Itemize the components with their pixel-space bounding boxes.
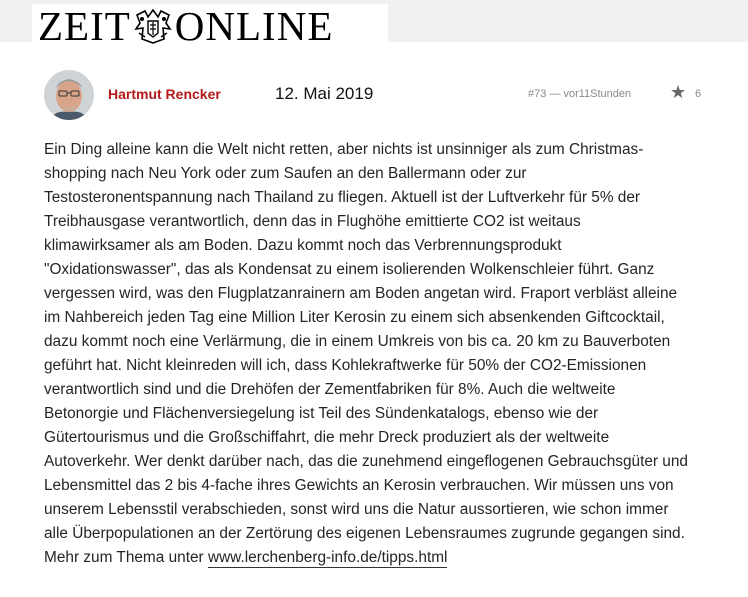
external-link[interactable]: www.lerchenberg-info.de/tipps.html bbox=[207, 549, 448, 566]
comment-author[interactable]: Hartmut Rencker bbox=[108, 86, 221, 102]
star-icon[interactable]: ★ bbox=[670, 82, 687, 102]
logo-zeit: ZEIT bbox=[38, 3, 131, 49]
comment-line: Autoverkehr. Wer denkt darüber nach, das die zunehmend eingeflogenen Gebrauchsgüter und bbox=[44, 453, 688, 470]
comment-line: Testosteronentspannung nach Thailand zu fliegen. Aktuell ist der Luftverkehr für 5% der bbox=[44, 189, 641, 206]
comment-line: geführt hat. Nicht kleinreden will ich, dass Kohlekraftwerke für 50% der CO2-Emissionen bbox=[44, 357, 647, 374]
comment-last-line bbox=[44, 546, 744, 570]
comment-line: Betonorgie und Flächenversiegelung ist Teil des Sündenkatalogs, ebenso wie der bbox=[44, 405, 599, 422]
comment-line: klimawirksamer als am Boden. Dazu kommt noch das Verbrennungsprodukt bbox=[44, 237, 562, 254]
comment-body bbox=[44, 138, 744, 570]
comment-line: im Nahbereich jeden Tag eine Million Liter Kerosin zu einem sich absenkenden Giftcocktail, bbox=[44, 309, 665, 326]
eagle-crest-icon bbox=[133, 7, 173, 45]
comment-line: unserem Lebensstil verabschieden, sonst wird uns die Natur aussortieren, wie schon immer bbox=[44, 501, 669, 518]
comment-line: Treibhausgase verantwortlich, denn das in Flughöhe emittierte CO2 ist weitaus bbox=[44, 213, 581, 230]
comment-line: Lebensmittel das 2 bis 4-fache ihres Gewichts an Kerosin verbrauchen. Wir müssen uns von bbox=[44, 477, 674, 494]
comment-line: verantwortlich sind und die Drehöfen der Zementfabriken für 8%. Auch die weltweite bbox=[44, 381, 616, 398]
comment-line: "Oxidationswasser", das als Kondensat zu einem isolierenden Wolkenschleier führt. Ganz bbox=[44, 261, 655, 278]
comment-date: 12. Mai 2019 bbox=[275, 84, 374, 103]
comment-line: Gütertourismus und die Großschiffahrt, die mehr Dreck produziert als der weltweite bbox=[44, 429, 610, 446]
comment-line: vergessen wird, was den Flugplatzanrainern am Boden angetan wird. Fraport verbläst alleine bbox=[44, 285, 678, 302]
comment-meta[interactable]: #73 — vor11Stunden bbox=[528, 88, 632, 100]
logo-online: ONLINE bbox=[174, 3, 334, 49]
zeit-online-logo[interactable] bbox=[32, 4, 388, 48]
avatar[interactable] bbox=[44, 70, 94, 120]
more-prefix: Mehr zum Thema unter bbox=[44, 549, 208, 566]
comment-line: Ein Ding alleine kann die Welt nicht retten, aber nichts ist unsinniger als zum Christmas- bbox=[44, 141, 644, 158]
comment-line: shopping nach Neu York oder zum Saufen an den Ballermann oder zur bbox=[44, 165, 527, 182]
comment-line: alle Überpopulationen an der Zertörung des eigenen Lebensraumes zugrunde gegangen sind. bbox=[44, 525, 685, 542]
comment-line: dazu kommt noch eine Verlärmung, die in einem Umkreis von bis ca. 20 km zu Bauverboten bbox=[44, 333, 671, 350]
likes-count: 6 bbox=[695, 88, 702, 100]
